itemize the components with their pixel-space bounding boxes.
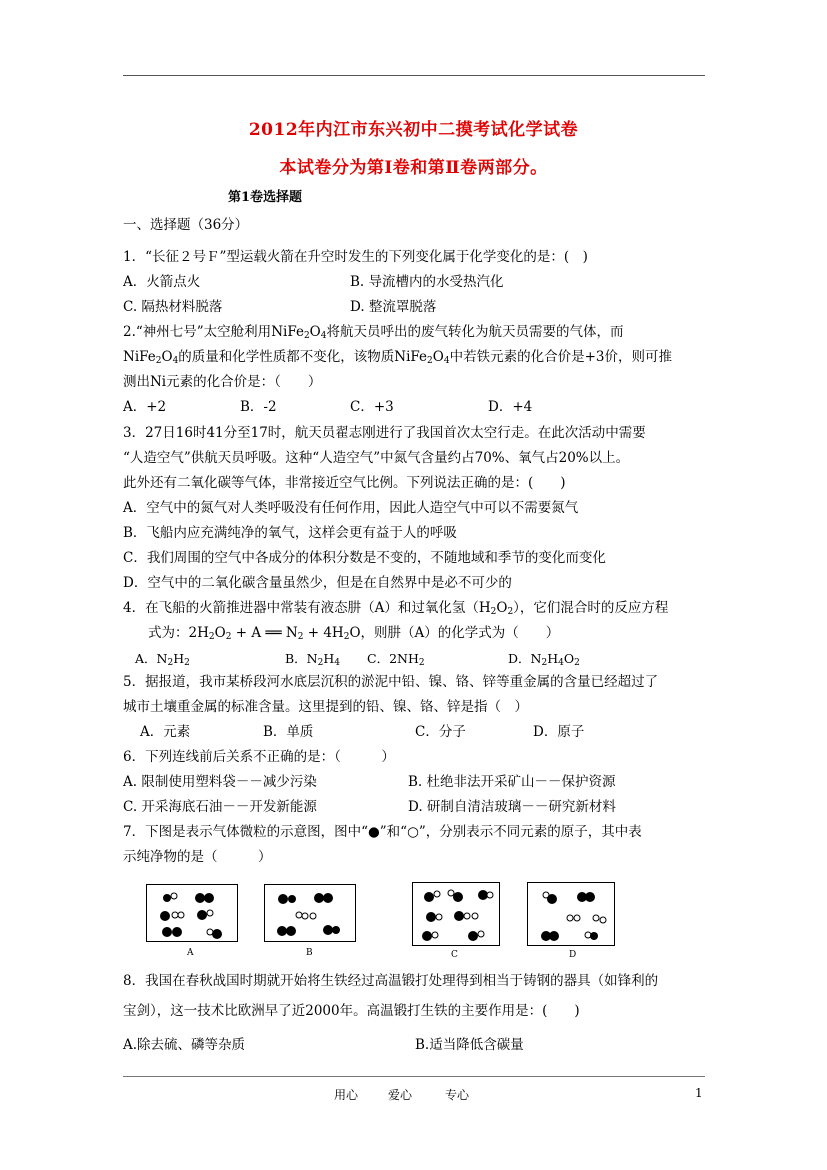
figure-a-particles (147, 885, 237, 941)
question-1-stem: 1．“长征２号Ｆ”型运载火箭在升空时发生的下列变化属于化学变化的是：( ) (123, 249, 588, 265)
q1-option-b: B. 导流槽内的水受热汽化 (350, 274, 504, 290)
q5-option-d: D．原子 (533, 724, 585, 740)
exam-subtitle: 本试卷分为第Ⅰ卷和第Ⅱ卷两部分。 (279, 158, 548, 178)
q8-option-a: A.除去硫、磷等杂质 (123, 1037, 246, 1053)
question-4-equation: 式为：$2H_2O_2 + A$ ══ $N_2 + 4H_2O$，则肼（A）的化学式为（ ） (148, 625, 560, 642)
question-2-line-3: 测出Ni元素的化合价是：（ ） (123, 374, 322, 390)
figure-d (527, 882, 615, 946)
q3-option-d: D．空气中的二氧化碳含量虽然少，但是在自然界中是必不可少的 (123, 575, 512, 591)
figure-b-particles (265, 885, 355, 941)
figure-a-label: A (187, 948, 194, 958)
q3-option-c: C．我们周围的空气中各成分的体积分数是不变的，不随地域和季节的变化而变化 (123, 550, 606, 566)
footer-item-1: 用心 (334, 1088, 359, 1102)
question-8-line-1: 8．我国在春秋战国时期就开始将生铁经过高温锻打处理得到相当于铸钢的器具（如锋利的 (123, 973, 659, 989)
question-2-line-1: 2.“神州七号”太空舱利用$NiFe_2O_4$将航天员呼出的废气转化为航天员需要的气体，而 (123, 324, 624, 341)
q2-option-d: D．+4 (488, 399, 533, 415)
q2-option-c: C．+3 (350, 399, 394, 415)
question-3-line-2: “人造空气”供航天员呼吸。这种“人造空气”中氮气含量约占70%、氧气占20%以上。 (123, 450, 630, 466)
q6-option-b: B. 杜绝非法开采矿山－－保护资源 (408, 774, 616, 790)
figure-b (264, 884, 356, 942)
figure-b-label: B (306, 948, 313, 958)
q4-option-b: B．$N_2H_4$ (285, 651, 340, 668)
q4-option-c: C．$2NH_2$ (367, 651, 425, 668)
q1-option-a: A．火箭点火 (123, 274, 201, 290)
q3-option-a: A．空气中的氮气对人类呼吸没有任何作用，因此人造空气中可以不需要氮气 (123, 500, 579, 516)
footer-item-3: 专心 (445, 1088, 470, 1102)
figure-c (412, 882, 500, 946)
question-2-line-2: $NiFe_2O_4$的质量和化学性质都不变化，该物质$NiFe_2O_4$中若铁元素的化合价是+3价，则可推 (123, 349, 672, 366)
q6-option-d: D. 研制自清洁玻璃－－研究新材料 (408, 799, 616, 815)
q1-option-d: D. 整流罩脱落 (350, 299, 437, 315)
figure-d-label: D (569, 950, 577, 960)
question-7-line-2: 示纯净物的是（ ） (123, 849, 272, 865)
footer-rule (123, 1076, 705, 1077)
figure-c-particles (413, 883, 499, 945)
question-3-line-3: 此外还有二氧化碳等气体，非常接近空气比例。下列说法正确的是：( ) (123, 475, 566, 491)
part-heading: 一、选择题（36分） (123, 217, 249, 233)
question-7-line-1: 7．下图是表示气体微粒的示意图，图中“●”和“○”，分别表示不同元素的原子，其中表 (123, 824, 642, 840)
q5-option-a: A．元素 (140, 724, 191, 740)
question-5-line-2: 城市土壤重金属的标准含量。这里提到的铅、镍、铬、锌是指（ ） (123, 699, 528, 715)
figure-c-label: C (451, 950, 458, 960)
q6-option-a: A. 限制使用塑料袋－－减少污染 (123, 774, 317, 790)
figure-d-particles (528, 883, 614, 945)
figure-a (146, 884, 238, 942)
q4-option-a: A．$N_2H_2$ (135, 651, 190, 668)
q8-option-b: B.适当降低含碳量 (415, 1037, 524, 1053)
exam-title: 2012年内江市东兴初中二摸考试化学试卷 (248, 120, 579, 140)
page-number: 1 (695, 1086, 703, 1100)
question-3-line-1: 3．27日16时41分至17时，航天员翟志刚进行了我国首次太空行走。在此次活动中需要 (123, 425, 646, 441)
q3-option-b: B．飞船内应充满纯净的氧气，这样会更有益于人的呼吸 (123, 525, 457, 541)
question-5-line-1: 5．据报道，我市某桥段河水底层沉积的淤泥中铅、镍、铬、锌等重金属的含量已经超过了 (123, 674, 659, 690)
q6-option-c: C. 开采海底石油－－开发新能源 (123, 799, 317, 815)
question-6-stem: 6．下列连线前后关系不正确的是：（ ） (123, 749, 395, 765)
q5-option-c: C．分子 (415, 724, 466, 740)
footer-item-2: 爱心 (388, 1088, 413, 1102)
q4-option-d: D．$N_2H_4O_2$ (508, 651, 580, 668)
q2-option-a: A．+2 (123, 399, 167, 415)
q5-option-b: B．单质 (263, 724, 314, 740)
header-rule (123, 75, 705, 76)
question-8-line-2: 宝剑），这一技术比欧洲早了近2000年。高温锻打生铁的主要作用是：( ) (123, 1003, 580, 1019)
q2-option-b: B．-2 (240, 399, 277, 415)
question-4-line-1: 4．在飞船的火箭推进器中常装有液态肼（A）和过氧化氢$(H_2O_2)$，它们混合时的反应方程 (123, 600, 669, 617)
q1-option-c: C. 隔热材料脱落 (123, 299, 223, 315)
section-heading: 第1卷选择题 (228, 190, 303, 205)
